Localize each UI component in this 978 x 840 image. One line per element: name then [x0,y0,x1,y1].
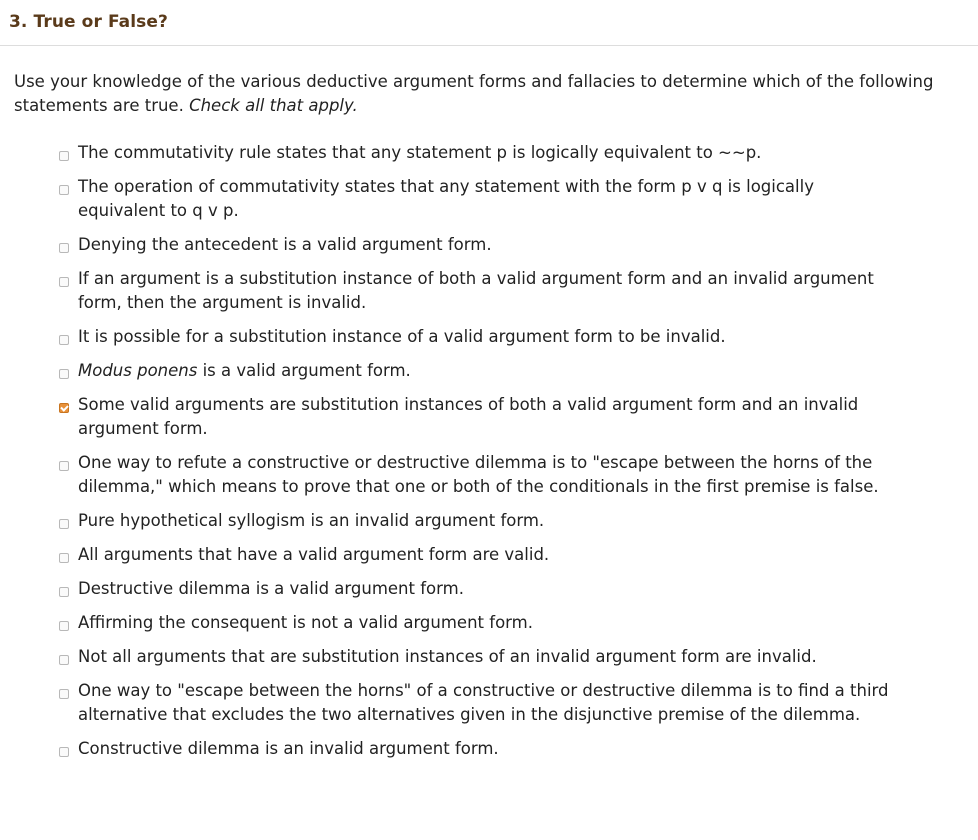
option-6-text[interactable]: Modus ponens is a valid argument form. [78,361,411,380]
answer-option-9[interactable] [0,509,978,533]
checkbox-option-15[interactable] [59,747,69,757]
option-1-text[interactable]: The commutativity rule states that any statement p is logically equivalent to ~~p. [78,143,762,162]
checkbox-option-11[interactable] [59,587,69,597]
answer-option-14[interactable] [0,679,978,727]
checkbox-option-1[interactable] [59,151,69,161]
checkbox-option-12[interactable] [59,621,69,631]
answer-option-6[interactable] [0,359,978,383]
checkbox-option-14[interactable] [59,689,69,699]
instructions-emphasis: Check all that apply. [189,96,358,115]
checkbox-option-2[interactable] [59,185,69,195]
checkbox-option-3[interactable] [59,243,69,253]
answer-option-15[interactable] [0,737,978,761]
answer-option-13[interactable] [0,645,978,669]
checkbox-option-10[interactable] [59,553,69,563]
option-3-text[interactable]: Denying the antecedent is a valid argument form. [78,235,492,254]
option-13-text[interactable]: Not all arguments that are substitution instances of an invalid argument form are invalid. [78,647,817,666]
option-5-text[interactable]: It is possible for a substitution instance of a valid argument form to be invalid. [78,327,726,346]
checkbox-option-9[interactable] [59,519,69,529]
option-9-text[interactable]: Pure hypothetical syllogism is an invalid argument form. [78,511,545,530]
option-10-text[interactable]: All arguments that have a valid argument form are valid. [78,545,550,564]
answer-option-11[interactable] [0,577,978,601]
question-instructions [14,70,954,118]
answer-option-7[interactable] [0,393,978,441]
answer-option-2[interactable] [0,175,978,223]
answer-options-list [0,141,978,771]
answer-option-5[interactable] [0,325,978,349]
checkbox-option-7[interactable] [59,403,69,413]
option-14-text[interactable]: One way to "escape between the horns" of a constructive or destructive dilemma is to find a third alternative that excludes the two alternatives given in the disjunctive premise of the dilemma. [78,681,889,724]
option-12-text[interactable]: Affirming the consequent is not a valid argument form. [78,613,533,632]
question-title: 3. True or False? [9,12,168,32]
option-4-text[interactable]: If an argument is a substitution instance of both a valid argument form and an invalid argument form, then the argument is invalid. [78,269,874,312]
checkbox-option-6[interactable] [59,369,69,379]
answer-option-10[interactable] [0,543,978,567]
option-7-text[interactable]: Some valid arguments are substitution instances of both a valid argument form and an invalid argument form. [78,395,859,438]
checkbox-option-4[interactable] [59,277,69,287]
option-2-text[interactable]: The operation of commutativity states that any statement with the form p v q is logically equivalent to q v p. [78,177,814,220]
answer-option-3[interactable] [0,233,978,257]
instructions-text: Use your knowledge of the various deductive argument forms and fallacies to determine which of the following statements are true. [14,72,934,115]
answer-option-4[interactable] [0,267,978,315]
checkbox-option-5[interactable] [59,335,69,345]
checkbox-option-13[interactable] [59,655,69,665]
option-11-text[interactable]: Destructive dilemma is a valid argument form. [78,579,464,598]
question-header [0,0,978,46]
answer-option-8[interactable] [0,451,978,499]
checkbox-option-8[interactable] [59,461,69,471]
answer-option-12[interactable] [0,611,978,635]
answer-option-1[interactable] [0,141,978,165]
option-15-text[interactable]: Constructive dilemma is an invalid argument form. [78,739,499,758]
option-8-text[interactable]: One way to refute a constructive or destructive dilemma is to "escape between the horns of the dilemma," which means to prove that one or both of the conditionals in the first premise is false. [78,453,879,496]
